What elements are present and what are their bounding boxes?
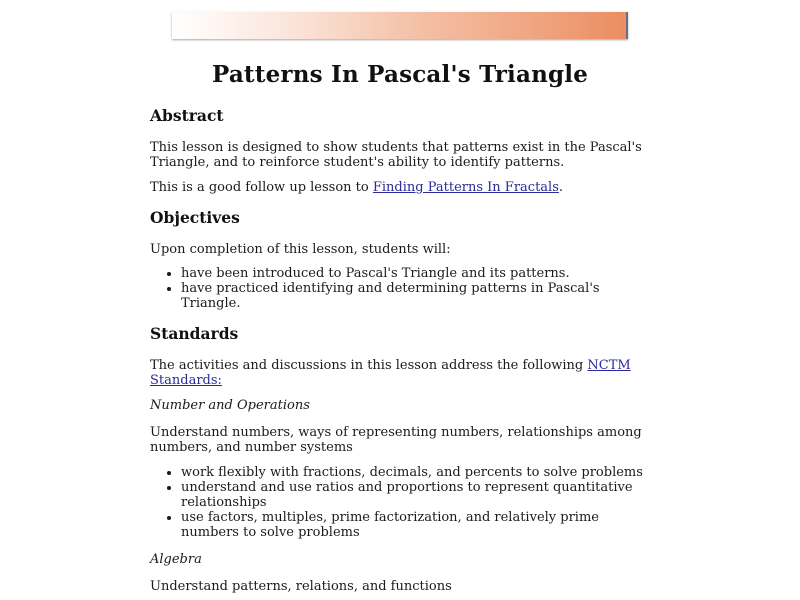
objectives-intro: Upon completion of this lesson, students will: — [150, 242, 451, 257]
standard-items-list — [150, 465, 650, 540]
objective-item: • have practiced identifying and determining patterns in Pascal's Triangle. — [181, 281, 650, 311]
lesson-content — [150, 56, 650, 594]
standard-section-title: Algebra — [150, 552, 202, 567]
finding-patterns-in-fractals-link[interactable]: Finding Patterns In Fractals — [372, 180, 559, 195]
objectives-heading: Objectives — [150, 208, 240, 227]
standard-item: • use factors, multiples, prime factorization, and relatively prime numbers to solve problems — [181, 510, 650, 540]
objective-item: • have been introduced to Pascal's Triangle and its patterns. — [181, 266, 650, 281]
abstract-paragraph: This lesson is designed to show students that patterns exist in the Pascal's Triangle, and to reinforce student's ability to identify patterns. — [150, 140, 642, 170]
standard-section-title: Number and Operations — [150, 398, 310, 413]
nctm-standards-link[interactable]: NCTM Standards: — [150, 358, 631, 388]
followup-suffix: . — [558, 180, 564, 195]
standard-item: • understand and use ratios and proportions to represent quantitative relationships — [181, 480, 650, 510]
abstract-heading: Abstract — [150, 106, 224, 125]
standards-intro-prefix: The activities and discussions in this lesson address the following — [150, 358, 588, 373]
standards-intro — [150, 358, 650, 388]
standard-section-description: Understand numbers, ways of representing numbers, relationships among numbers, and number systems — [150, 425, 642, 455]
header-banner — [172, 12, 628, 39]
standards-heading: Standards — [150, 324, 239, 343]
followup-prefix: This is a good follow up lesson to — [150, 180, 373, 195]
objectives-list — [150, 266, 650, 311]
page-title: Patterns In Pascal's Triangle — [211, 61, 589, 88]
standard-item: • work flexibly with fractions, decimals, and percents to solve problems — [181, 465, 650, 480]
followup-paragraph — [150, 180, 650, 195]
standard-section-description: Understand patterns, relations, and functions — [150, 579, 452, 594]
